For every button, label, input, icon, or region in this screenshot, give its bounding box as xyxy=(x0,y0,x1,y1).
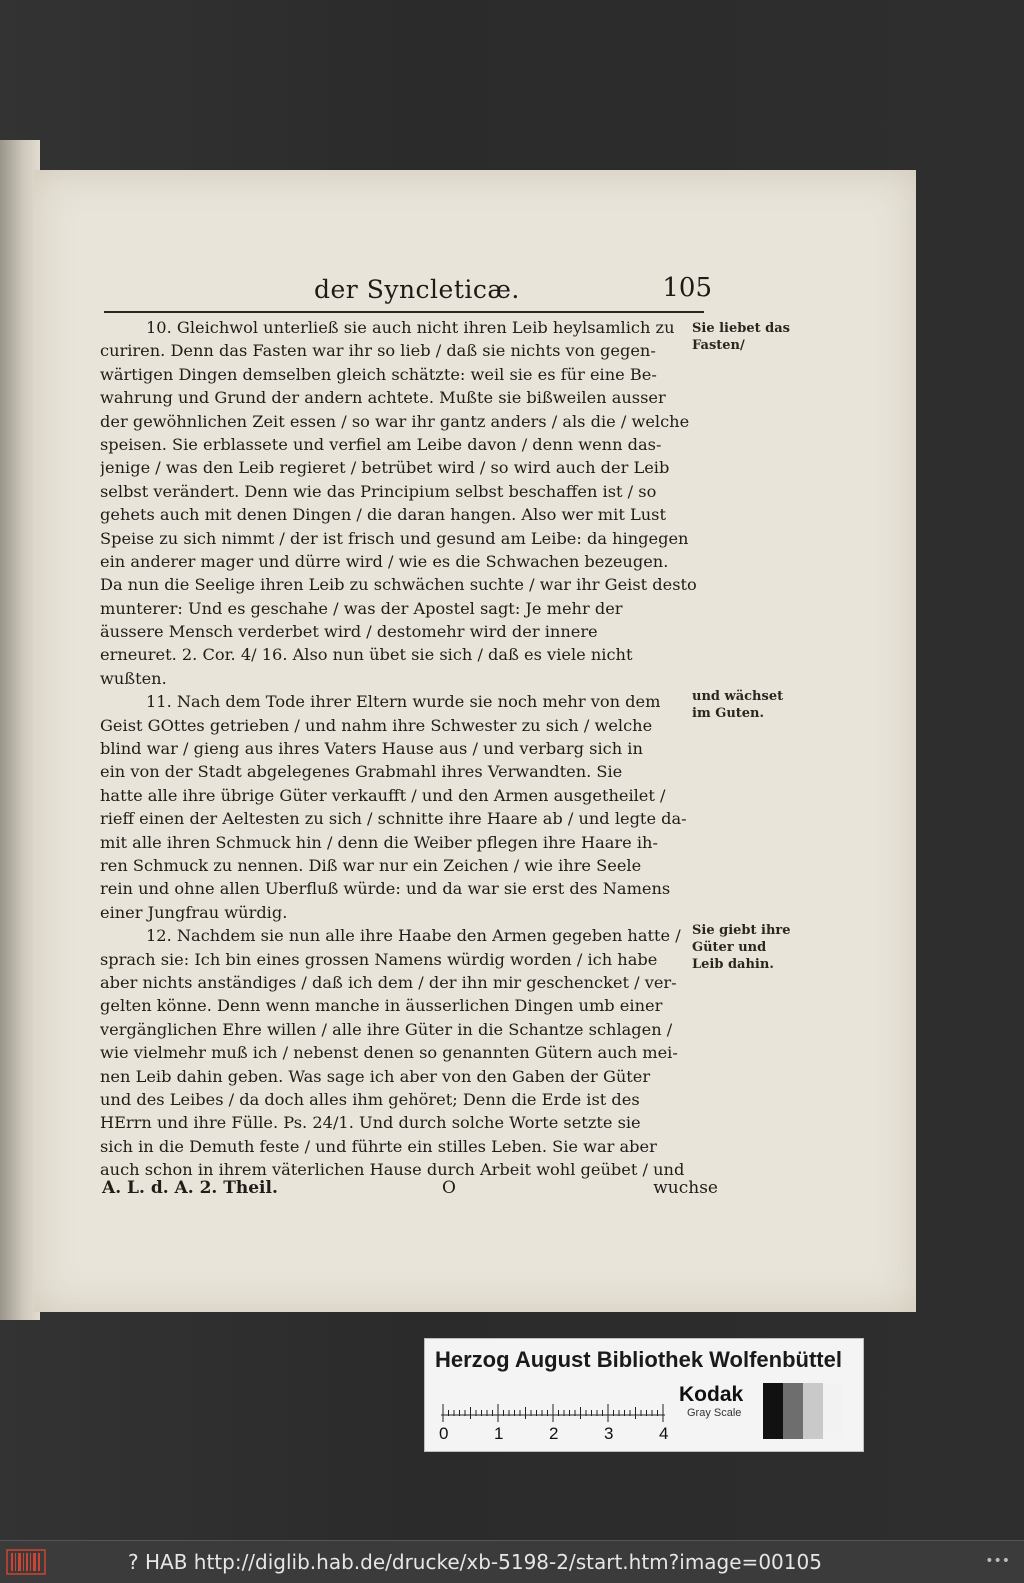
margin-note-line: Sie liebet das xyxy=(692,321,790,336)
margin-note xyxy=(692,922,812,973)
text-line: und des Leibes / da doch alles ihm gehöret; Denn die Erde ist des xyxy=(100,1089,640,1109)
text-line: blind war / gieng aus ihres Vaters Hause aus / und verbarg sich in xyxy=(100,739,643,759)
margin-note xyxy=(692,320,812,354)
text-line: hatte alle ihre übrige Güter verkaufft / und den Armen ausgetheilet / xyxy=(100,785,666,805)
text-line: auch schon in ihrem väterlichen Hause durch Arbeit wohl geübet / und xyxy=(100,1160,685,1180)
text-line: ren Schmuck zu nennen. Diß war nur ein Zeichen / wie ihre Seele xyxy=(100,855,642,875)
text-line: wie vielmehr muß ich / nebenst denen so genannten Gütern auch mei- xyxy=(100,1043,678,1063)
text-line: 12. Nachdem sie nun alle ihre Haabe den Armen gegeben hatte / xyxy=(146,926,681,946)
text-line: jenige / was den Leib regieret / betrübet wird / so wird auch der Leib xyxy=(100,458,670,478)
text-line: selbst verändert. Denn wie das Principium selbst beschaffen ist / so xyxy=(100,481,657,501)
library-name: Herzog August Bibliothek Wolfenbüttel xyxy=(435,1347,842,1372)
margin-note-line: Sie giebt ihre xyxy=(692,923,791,938)
text-line: der gewöhnlichen Zeit essen / so war ihr gantz anders / als die / welche xyxy=(100,411,690,431)
text-line: curiren. Denn das Fasten war ihr so lieb / daß sie nichts von gegen- xyxy=(100,341,656,361)
gray-scale-patches xyxy=(763,1383,843,1439)
text-line: gelten könne. Denn wenn manche in äusserlichen Dingen umb einer xyxy=(100,996,663,1016)
library-color-card xyxy=(424,1338,864,1452)
text-line: aber nichts anständiges / daß ich dem / der ihn mir geschencket / ver- xyxy=(100,972,677,992)
text-line: rein und ohne allen Uberfluß würde: und da war sie erst des Namens xyxy=(100,879,671,899)
text-line: sprach sie: Ich bin eines grossen Namens würdig worden / ich habe xyxy=(100,949,658,969)
ruler-icon xyxy=(437,1387,669,1443)
ruler-label: 3 xyxy=(604,1424,614,1443)
text-line: wußten. xyxy=(100,668,167,688)
margin-note-line: im Guten. xyxy=(692,706,765,721)
text-line: wärtigen Dingen demselben gleich schätzte: weil sie es für eine Be- xyxy=(100,364,657,384)
kodak-brand: Kodak xyxy=(679,1383,744,1406)
text-line: einer Jungfrau würdig. xyxy=(100,902,288,922)
scanned-page xyxy=(34,170,916,1312)
text-line: erneuret. 2. Cor. 4/ 16. Also nun übet sie sich / daß es viele nicht xyxy=(100,645,633,665)
ellipsis-icon[interactable]: ••• xyxy=(985,1553,1010,1569)
text-line: sich in die Demuth feste / und führte ein stilles Leben. Sie war aber xyxy=(100,1136,657,1156)
text-line: gehets auch mit denen Dingen / die daran hangen. Also wer mit Lust xyxy=(100,505,666,525)
text-line: mit alle ihren Schmuck hin / denn die Weiber pflegen ihre Haare ih- xyxy=(100,832,658,852)
margin-note xyxy=(692,688,812,722)
status-url: ? HAB http://diglib.hab.de/drucke/xb-5198-2/start.htm?image=00105 xyxy=(128,1550,822,1574)
margin-note-line: Fasten/ xyxy=(692,338,745,353)
margin-note-line: Leib dahin. xyxy=(692,957,774,972)
text-line: ein von der Stadt abgelegenes Grabmahl ihres Verwandten. Sie xyxy=(100,762,623,782)
gray-patch xyxy=(763,1383,783,1439)
catchword: wuchse xyxy=(653,1178,718,1198)
text-line: wahrung und Grund der andern achtete. Mußte sie bißweilen ausser xyxy=(100,388,666,408)
text-line: äussere Mensch verderbet wird / destomehr wird der innere xyxy=(100,622,598,642)
barcode-icon xyxy=(6,1548,46,1576)
text-line: HErrn und ihre Fülle. Ps. 24/1. Und durch solche Worte setzte sie xyxy=(100,1113,641,1133)
ruler-label: 2 xyxy=(549,1424,559,1443)
text-line: rieff einen der Aeltesten zu sich / schnitte ihre Haare ab / und legte da- xyxy=(100,809,687,829)
text-line: ein anderer mager und dürre wird / wie es die Schwachen bezeugen. xyxy=(100,551,669,571)
margin-note-line: Güter und xyxy=(692,940,767,955)
signature-line: A. L. d. A. 2. Theil. xyxy=(102,1178,278,1198)
gray-patch xyxy=(823,1383,843,1439)
browser-status-bar xyxy=(0,1540,1024,1583)
text-line: Da nun die Seelige ihren Leib zu schwächen suchte / war ihr Geist desto xyxy=(100,575,697,595)
gray-patch xyxy=(783,1383,803,1439)
page-header xyxy=(104,273,712,313)
text-line: 11. Nach dem Tode ihrer Eltern wurde sie noch mehr von dem xyxy=(146,692,661,712)
kodak-label xyxy=(679,1383,743,1419)
gray-patch xyxy=(803,1383,823,1439)
text-line: speisen. Sie erblassete und verfiel am Leibe davon / denn wenn das- xyxy=(100,434,662,454)
page-number: 105 xyxy=(662,273,712,303)
text-line: nen Leib dahin geben. Was sage ich aber von den Gaben der Güter xyxy=(100,1066,651,1086)
ruler-label: 4 xyxy=(659,1424,669,1443)
ruler-label: 0 xyxy=(439,1424,449,1443)
text-line: Geist GOttes getrieben / und nahm ihre Schwester zu sich / welche xyxy=(100,715,653,735)
ruler-label: 1 xyxy=(494,1424,504,1443)
text-line: vergänglichen Ehre willen / alle ihre Güter in die Schantze schlagen / xyxy=(100,1019,673,1039)
page-footer xyxy=(102,1178,718,1204)
signature-mark: O xyxy=(442,1178,456,1198)
text-line: 10. Gleichwol unterließ sie auch nicht ihren Leib heylsamlich zu xyxy=(146,318,675,337)
text-line: Speise zu sich nimmt / der ist frisch und gesund am Leibe: da hingegen xyxy=(100,528,689,548)
margin-note-line: und wächset xyxy=(692,689,784,704)
body-text xyxy=(100,316,724,1181)
kodak-subtitle: Gray Scale xyxy=(687,1407,742,1419)
running-title: der Syncleticæ. xyxy=(314,275,520,304)
text-line: munterer: Und es geschahe / was der Apostel sagt: Je mehr der xyxy=(100,598,623,618)
